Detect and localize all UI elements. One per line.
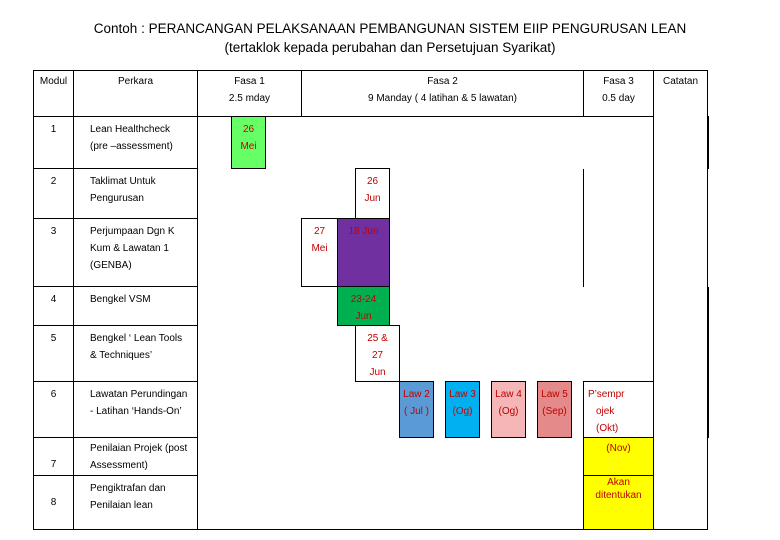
milestone-law-3: Law 3 (Og): [446, 382, 480, 438]
page-title: Contoh : PERANCANGAN PELAKSANAAN PEMBANGUNAN SISTEM EIIP PENGURUSAN LEAN: [93, 21, 687, 36]
header-row: [34, 71, 709, 117]
milestone-law-4: Law 4 (Og): [492, 382, 526, 438]
table-row: [34, 382, 709, 438]
row-description: Lean Healthcheck (pre –assessment): [74, 117, 198, 169]
schedule-table: [33, 70, 709, 530]
row-number: 4: [34, 287, 74, 326]
row-description: Lawatan Perundingan - Latihan ‘Hands-On’: [74, 382, 198, 438]
row-description: Taklimat Untuk Pengurusan: [74, 169, 198, 219]
milestone-penilaian-projek: P’sempr ojek (Okt): [584, 382, 708, 438]
table-row: [34, 438, 709, 476]
row-number: 3: [34, 219, 74, 287]
row-description: Penilaian Projek (post Assessment): [74, 438, 198, 476]
header-catatan: Catatan: [654, 71, 708, 530]
row-number: 5: [34, 326, 74, 382]
milestone-law-2: Law 2 ( Jul ): [400, 382, 434, 438]
table-row: [34, 219, 709, 287]
milestone-23-24-jun: 23-24 Jun: [338, 287, 390, 326]
milestone-nov: (Nov): [584, 438, 654, 476]
header-perkara: Perkara: [74, 71, 198, 117]
row-description: Bengkel VSM: [74, 287, 198, 326]
table-row: [34, 287, 709, 326]
milestone-26-mei: 26 Mei: [232, 117, 266, 169]
row-number: 2: [34, 169, 74, 219]
table-row: [34, 169, 709, 219]
row-number: 1: [34, 117, 74, 169]
row-number: 6: [34, 382, 74, 438]
header-fasa3: Fasa 3 0.5 day: [584, 71, 654, 117]
table-row: [34, 476, 709, 530]
row-description: Pengiktrafan dan Penilaian lean: [74, 476, 198, 530]
milestone-27-mei: 27 Mei: [302, 219, 338, 287]
table-row: [34, 117, 709, 169]
milestone-law-5: Law 5 (Sep): [538, 382, 572, 438]
header-fasa1: Fasa 1 2.5 mday: [198, 71, 302, 117]
milestone-26-jun: 26 Jun: [356, 169, 390, 219]
row-description: Perjumpaan Dgn K Kum & Lawatan 1 (GENBA): [74, 219, 198, 287]
milestone-25-27-jun: 25 & 27 Jun: [356, 326, 400, 382]
milestone-18-jun: 18 Jun: [338, 219, 390, 287]
row-number: 8: [34, 476, 74, 530]
milestone-akan-ditentukan: Akan ditentukan: [584, 476, 654, 530]
header-fasa2: Fasa 2 9 Manday ( 4 latihan & 5 lawatan): [302, 71, 584, 117]
row-number: 7: [34, 438, 74, 476]
table-row: [34, 326, 709, 382]
row-description: Bengkel ‘ Lean Tools & Techniques’: [74, 326, 198, 382]
page-subtitle: (tertaklok kepada perubahan dan Persetujuan Syarikat): [224, 40, 556, 55]
header-modul: Modul: [34, 71, 74, 117]
